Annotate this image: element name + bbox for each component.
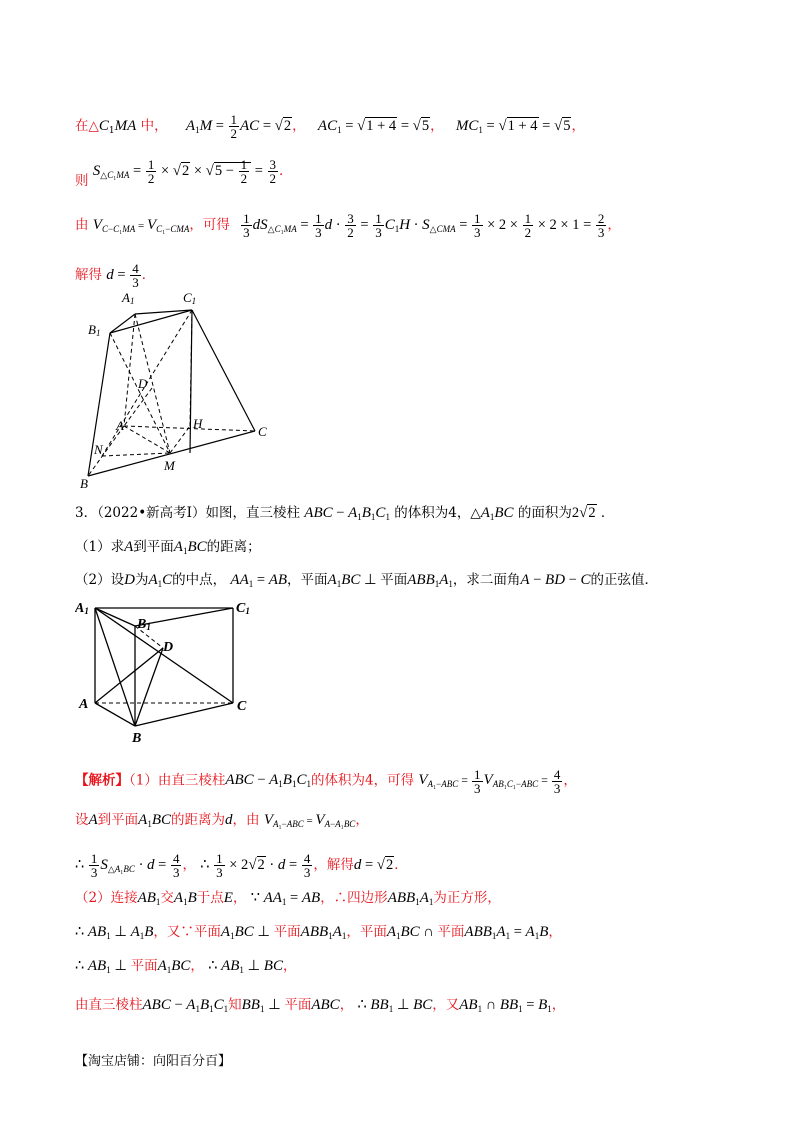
label-C1: C1 [183,290,197,306]
label-A1: A1 [122,290,135,306]
solution-3-line-7: 由直三棱柱ABC − $A_1B_1C_1$知$BB_1$ ⊥ 平面ABC， ∴ $BB_1$ ⊥ BC，又$AB_1$ ∩ $BB_1 = B_1$， [75,997,566,1014]
label-D: D [138,376,148,391]
question-3-part-2: （2）设D为$A_1C$的中点， $AA_1$ = AB，平面$A_1BC$ ⊥ 平面$ABB_1A_1$，求二面角A − BD − C的正弦值． [75,572,658,589]
solution-3-line-2: 设A到平面$A_1BC$的距离为d，由 $V_{A_1-ABC} = V_{A-A_1BC}$， [75,812,369,829]
label-C: C [258,424,267,439]
label-A1: A1 [75,601,89,616]
solution-3-line-4: （2）连接$AB_1$交$A_1B$于点E， ∵ $AA_1$ = AB，∴四边形$ABB_1A_1$为正方形， [75,890,501,907]
label-B: B [80,476,88,488]
label-B1: B1 [137,617,151,632]
label-B: B [132,731,142,746]
label-C: C [237,699,247,714]
label-C1: C1 [236,601,250,616]
solution-3-line-6: ∴ $AB_1$ ⊥ 平面$A_1BC$， ∴ $AB_1$ ⊥ BC， [75,958,297,975]
label-A: A [79,697,89,712]
solution-line-2: 则 $S_{\triangle C_1MA}$ = $\frac{1}{2}$ × √2 × √5 − $\frac{1}{2}$ = $\frac{3}{2}$ ． [75,157,293,189]
prism-figure-2 [75,598,275,748]
solution-line-3: 由 $V_{C-C_1MA} = V_{C_1-CMA}$，可得 $\frac{1}{3}$ $dS_{\triangle C_1MA}$ = $\frac{1}{3}$ d · $\frac{3}{2}$ = $\frac{1}{3}$ $C_1H \cdot S_{\triangle CMA}$ = $\frac{1}{3}$ × 2 × $\frac{1}{2}$ × 2 × 1 = $\frac{2}{3}$ ， [75,211,621,240]
solution-3-line-3: ∴ $\frac{1}{3}$ $S_{\triangle A_1BC} \cdot d$ = $\frac{4}{3}$ ， ∴ $\frac{1}{3}$ × 2√2 · d = $\frac{4}{3}$ ，解得d = √2． [75,851,408,880]
label-H: H [193,416,203,431]
solution-3-line-5: ∴ $AB_1$ ⊥ $A_1B$，又∵平面$A_1BC$ ⊥ 平面$ABB_1A_1$，平面$A_1BC$ ∩ 平面$ABB_1A_1 = A_1B$， [75,924,562,941]
question-3-line: 3．（2022•新高考Ⅰ）如图，直三棱柱 ABC − $A_1B_1C_1$ 的体积为4，$\triangle A_1BC$ 的面积为2√2 ． [75,505,615,522]
label-B1: B1 [88,322,101,338]
label-A: A [116,418,124,433]
label-D: D [163,640,174,655]
footer-shop-label: 【淘宝店铺：向阳百分百】 [75,1054,232,1069]
solution-line-4: 解得 d = $\frac{4}{3}$ ． [75,261,156,290]
label-M: M [164,458,175,473]
solution-3-line-1: 【解析】（1）由直三棱柱ABC − $A_1B_1C_1$的体积为4，可得 $V_{A_1-ABC}$ = $\frac{1}{3}$ $V_{AB_1C_1-ABC}$ = $\frac{4}{3}$ ， [75,767,577,796]
label-N: N [94,442,103,457]
question-3-part-1: （1）求A到平面$A_1BC$的距离； [75,539,261,556]
solution-line-1: 在$\triangle C_1MA$ 中， $A_1M$ = $\frac{1}{2}$ AC = √2， $AC_1 = √1 + 4 = √5$， $MC_1 = √1 + 4 = √5$， [75,112,585,141]
prism-figure-1 [80,288,300,488]
